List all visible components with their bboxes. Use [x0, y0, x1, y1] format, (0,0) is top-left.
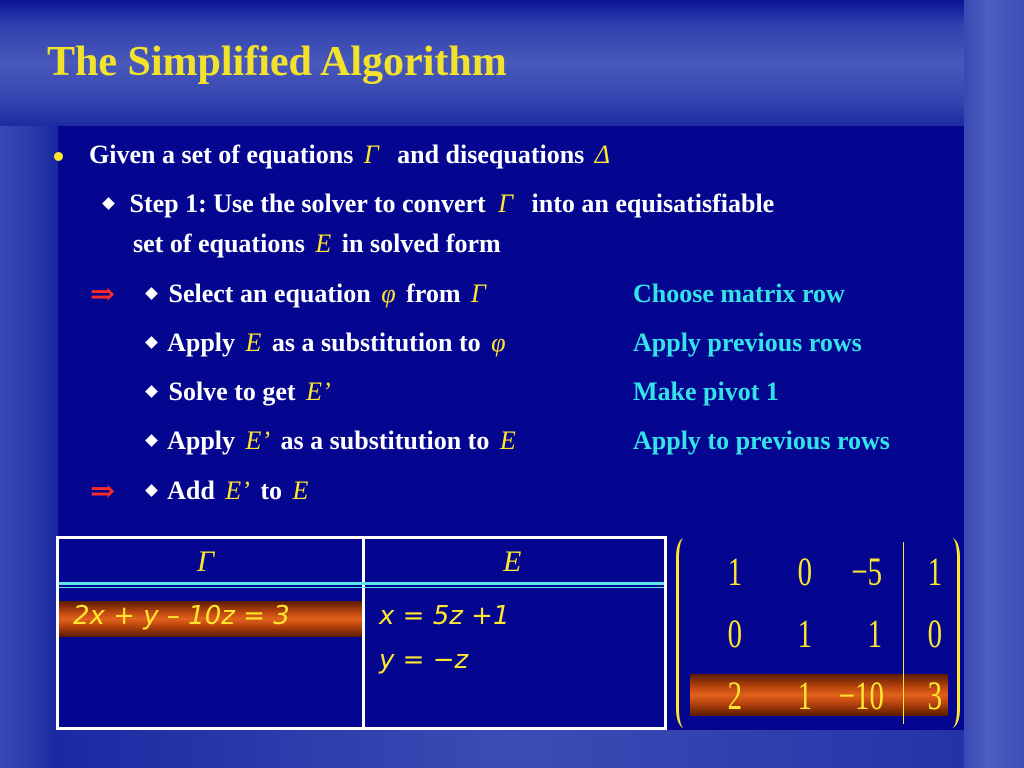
step1-line2-b: in solved form	[341, 229, 501, 258]
bullet-dot	[54, 152, 63, 161]
gamma-symbol: Γ	[498, 189, 514, 218]
substep-text: Apply	[167, 328, 235, 357]
phi-symbol: φ	[491, 328, 506, 357]
augmented-matrix	[676, 538, 960, 730]
table-header-rule	[59, 582, 664, 585]
gamma-symbol: Γ	[363, 140, 379, 169]
implies-arrow-icon: ⇒	[90, 278, 116, 311]
e-symbol: E	[292, 476, 309, 505]
bullet-given-text-b: and disequations	[397, 140, 585, 169]
step1-line1	[104, 189, 774, 219]
matrix-cell: 2	[727, 673, 742, 718]
e-prime-symbol: E’	[225, 476, 250, 505]
gamma-symbol: Γ	[471, 279, 486, 308]
matrix-cell: 0	[797, 549, 812, 594]
e-symbol: E	[499, 426, 516, 455]
gamma-column-header: Γ	[197, 545, 215, 578]
note-make-pivot: Make pivot 1	[633, 377, 779, 406]
substep-text: to	[260, 476, 282, 505]
matrix-cell: 1	[927, 549, 942, 594]
matrix-cell: 0	[727, 611, 742, 656]
substep-text: as a substitution to	[271, 328, 481, 357]
phi-symbol: φ	[381, 279, 396, 308]
table-header-rule	[59, 587, 664, 588]
right-band	[964, 0, 1024, 768]
e-symbol: E	[245, 328, 262, 357]
step1-text-b: into an equisatisfiable	[531, 189, 775, 218]
substep-text: as a substitution to	[280, 426, 490, 455]
diamond-bullet-icon	[145, 287, 158, 300]
e-column-header: E	[503, 545, 522, 578]
substep-add	[147, 476, 308, 506]
diamond-bullet-icon	[145, 336, 158, 349]
diamond-bullet-icon	[145, 385, 158, 398]
e-equation: x = 5z +1	[379, 601, 510, 631]
note-apply-to-previous: Apply to previous rows	[633, 426, 890, 455]
gamma-equation: 2x + y – 10z = 3	[73, 601, 290, 631]
table-divider	[362, 539, 365, 727]
step1-line2-a: set of equations	[133, 229, 305, 258]
diamond-bullet-icon	[145, 484, 158, 497]
slide-title: The Simplified Algorithm	[47, 39, 507, 85]
matrix-cell: 3	[927, 673, 942, 718]
note-apply-previous: Apply previous rows	[633, 328, 862, 357]
implies-arrow-icon: ⇒	[90, 475, 116, 508]
e-symbol: E	[315, 229, 332, 258]
matrix-cell: 1	[727, 549, 742, 594]
left-band	[0, 126, 58, 768]
bottom-band	[58, 730, 964, 768]
diamond-bullet-icon	[145, 434, 158, 447]
right-paren	[944, 538, 960, 728]
bullet-given-text-a: Given a set of equations	[89, 140, 354, 169]
substep-text: Add	[167, 476, 215, 505]
step1-text-a: Step 1: Use the solver to convert	[129, 189, 486, 218]
substep-text: Solve to get	[168, 377, 296, 406]
substep-solve	[147, 377, 331, 407]
diamond-bullet-icon	[102, 197, 115, 210]
e-equation: y = −z	[379, 645, 469, 675]
note-choose-row: Choose matrix row	[633, 279, 845, 308]
bullet-given	[89, 140, 610, 170]
matrix-cell: 0	[927, 611, 942, 656]
substep-apply-e	[147, 328, 506, 358]
e-prime-symbol: E’	[306, 377, 331, 406]
substep-text: from	[406, 279, 461, 308]
matrix-cell: 1	[797, 611, 812, 656]
delta-symbol: Δ	[594, 140, 611, 169]
e-prime-symbol: E’	[245, 426, 271, 455]
substep-select	[147, 279, 486, 309]
matrix-cell: 1	[867, 611, 882, 656]
substep-text: Select an equation	[168, 279, 371, 308]
matrix-cell: 1	[797, 673, 812, 718]
left-paren	[676, 538, 692, 728]
matrix-cell: −5	[851, 549, 882, 594]
substep-text: Apply	[167, 426, 235, 455]
matrix-cell: −10	[838, 673, 884, 718]
substep-apply-eprime	[147, 426, 516, 456]
step1-line2	[133, 229, 501, 259]
equations-table	[56, 536, 667, 730]
